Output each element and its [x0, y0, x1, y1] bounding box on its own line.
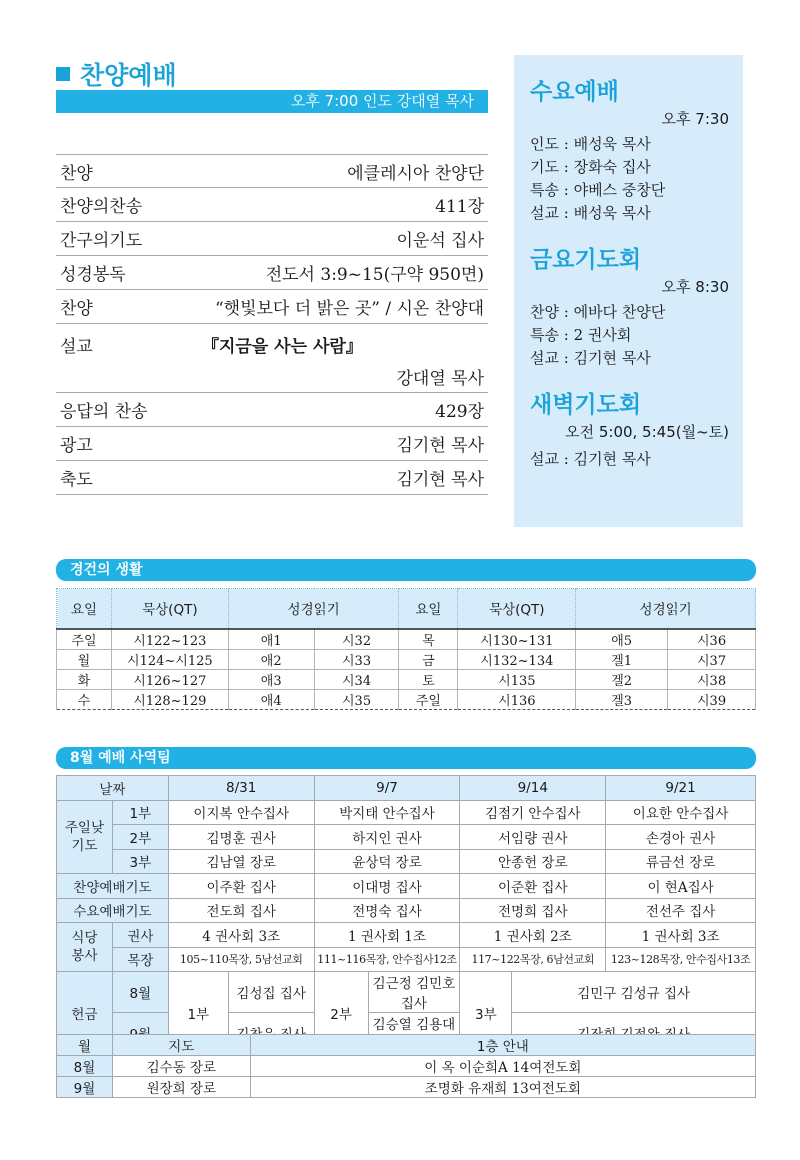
- name-cell: 117~122목장, 6남선교회: [460, 947, 606, 972]
- name-cell: 1 권사회 2조: [460, 923, 606, 948]
- table-row: [57, 669, 756, 689]
- wed-line-key: 기도: [530, 158, 559, 176]
- wed-prayer-label: 수요예배기도: [57, 898, 169, 923]
- header-reading: 성경읽기: [228, 589, 399, 629]
- qt-cell: 시132~134: [458, 649, 576, 669]
- reading-cell: 애5: [576, 629, 668, 650]
- order-item-label: 성경봉독: [60, 265, 126, 285]
- order-item-value: 김기현 목사: [396, 436, 484, 456]
- table-row: [57, 689, 756, 709]
- part-label: 2부: [112, 825, 168, 850]
- devotional-table: [56, 588, 756, 710]
- order-item-label: 광고: [60, 436, 93, 456]
- reading-cell: 겔1: [576, 649, 668, 669]
- name-cell: 류금선 장로: [606, 849, 756, 874]
- order-item-value: 에클레시아 찬양단: [347, 163, 484, 184]
- table-row: [57, 649, 756, 669]
- mokjang-label: 목장: [112, 947, 168, 972]
- wed-line-value: : 배성욱 목사: [558, 135, 651, 153]
- qt-cell: 시135: [458, 669, 576, 689]
- table-row: [57, 1077, 756, 1098]
- table-row: [57, 629, 756, 650]
- name-cell: 윤상덕 장로: [314, 849, 460, 874]
- dawn-line-key: 설교: [530, 450, 559, 468]
- name-cell: 이준환 집사: [460, 874, 606, 899]
- reading-cell: 애2: [228, 649, 314, 669]
- name-cell: 4 권사회 3조: [168, 923, 314, 948]
- table-row: [57, 849, 756, 874]
- name-cell: 박지태 안수집사: [314, 800, 460, 825]
- name-cell: 이 현A집사: [606, 874, 756, 899]
- reading-cell: 겔2: [576, 669, 668, 689]
- name-cell: 김남열 장로: [168, 849, 314, 874]
- kwonsa-label: 권사: [112, 923, 168, 948]
- reading-cell: 시38: [668, 669, 756, 689]
- order-row: [56, 393, 488, 427]
- name-cell: 1 권사회 1조: [314, 923, 460, 948]
- name-cell: 이지복 안수집사: [168, 800, 314, 825]
- name-cell: 안종헌 장로: [460, 849, 606, 874]
- sermon-row: [56, 324, 488, 393]
- table-row: [57, 874, 756, 899]
- order-item-value: 전도서 3:9~15(구약 950면): [265, 265, 484, 285]
- name-cell: 이대명 집사: [314, 874, 460, 899]
- fri-line: [530, 347, 729, 370]
- order-row: [56, 188, 488, 222]
- wed-line: [530, 133, 729, 156]
- sunday-prayer-label: 주일낮 기도: [57, 800, 113, 874]
- fri-line-key: 특송: [530, 326, 559, 344]
- header-guide: 지도: [112, 1035, 250, 1056]
- wed-service-title: 수요예배: [530, 79, 619, 105]
- reading-cell: 시33: [314, 649, 399, 669]
- name-cell: 서임량 권사: [460, 825, 606, 850]
- order-item-label: 찬양: [60, 299, 93, 319]
- date-cell: 9/21: [606, 776, 756, 801]
- reading-cell: 시32: [314, 629, 399, 650]
- date-cell: 8/31: [168, 776, 314, 801]
- month-label: 8월: [112, 972, 168, 1013]
- table-row: [57, 898, 756, 923]
- header-day: 요일: [57, 589, 112, 629]
- reading-cell: 애1: [228, 629, 314, 650]
- fri-line-value: : 김기현 목사: [558, 349, 651, 367]
- fri-line: [530, 324, 729, 347]
- name-cell: 김점기 안수집사: [460, 800, 606, 825]
- wed-line: [530, 202, 729, 225]
- part-label: 1부: [112, 800, 168, 825]
- wed-line-key: 인도: [530, 135, 559, 153]
- order-item-value: 김기현 목사: [396, 470, 484, 490]
- ministry-team-table: [56, 775, 756, 1054]
- name-cell: 이주환 집사: [168, 874, 314, 899]
- part-cell: 3부: [460, 972, 512, 1054]
- name-cell: 전선주 집사: [606, 898, 756, 923]
- header-qt: 묵상(QT): [111, 589, 228, 629]
- day-cell: 화: [57, 669, 112, 689]
- table-row: [57, 800, 756, 825]
- name-cell: 1 권사회 3조: [606, 923, 756, 948]
- guide-cell: 원장희 장로: [112, 1077, 250, 1098]
- order-item-value: 429장: [435, 402, 484, 422]
- header-month: 월: [57, 1035, 113, 1056]
- day-cell: 월: [57, 649, 112, 669]
- fri-service-time: 오후 8:30: [661, 278, 729, 296]
- qt-cell: 시128~129: [111, 689, 228, 709]
- cafeteria-label: 식당 봉사: [57, 923, 113, 972]
- name-cell: 전명희 집사: [460, 898, 606, 923]
- fri-service-title: 금요기도회: [530, 247, 642, 273]
- order-row: [56, 256, 488, 290]
- reading-cell: 애4: [228, 689, 314, 709]
- order-row: [56, 427, 488, 461]
- name-cell: 김근정 김민호 집사: [368, 972, 460, 1013]
- name-cell: 111~116목장, 안수집사12조: [314, 947, 460, 972]
- date-cell: 9/7: [314, 776, 460, 801]
- order-item-label: 찬양: [60, 163, 93, 184]
- wed-line-value: : 배성욱 목사: [558, 204, 651, 222]
- name-cell: 손경아 권사: [606, 825, 756, 850]
- order-row: [56, 222, 488, 256]
- name-cell: 김성집 집사: [228, 972, 314, 1013]
- order-item-value: “햇빛보다 더 밝은 곳” / 시온 찬양대: [214, 299, 484, 319]
- dawn-service-time: 오전 5:00, 5:45(월~토): [565, 423, 729, 441]
- date-cell: 9/14: [460, 776, 606, 801]
- table-row: [57, 923, 756, 948]
- order-row: [56, 154, 488, 188]
- order-item-label: 간구의기도: [60, 231, 143, 251]
- reading-cell: 겔3: [576, 689, 668, 709]
- worship-order: [56, 154, 488, 495]
- qt-cell: 시122~123: [111, 629, 228, 650]
- name-cell: 김명훈 권사: [168, 825, 314, 850]
- praise-prayer-label: 찬양예배기도: [57, 874, 169, 899]
- name-cell: 123~128목장, 안수집사13조: [606, 947, 756, 972]
- header-qt: 묵상(QT): [458, 589, 576, 629]
- part-cell: 2부: [314, 972, 368, 1054]
- day-cell: 목: [399, 629, 458, 650]
- table-row: [57, 825, 756, 850]
- day-cell: 주일: [399, 689, 458, 709]
- reading-cell: 시34: [314, 669, 399, 689]
- name-cell: 김민구 김성규 집사: [512, 972, 756, 1013]
- day-cell: 토: [399, 669, 458, 689]
- fri-line-key: 찬양: [530, 303, 559, 321]
- reading-cell: 시39: [668, 689, 756, 709]
- reading-cell: 시35: [314, 689, 399, 709]
- guide-cell: 김수동 장로: [112, 1056, 250, 1077]
- life-section-header: 경건의 생활: [56, 559, 756, 581]
- table-row: [57, 1056, 756, 1077]
- date-label: 날짜: [57, 776, 169, 801]
- monthly-guide-table: [56, 1034, 756, 1098]
- wed-line-key: 설교: [530, 204, 559, 222]
- dawn-line-value: : 김기현 목사: [558, 450, 651, 468]
- wed-line: [530, 156, 729, 179]
- order-row: [56, 461, 488, 495]
- sermon-label: 설교: [60, 337, 93, 357]
- qt-cell: 시136: [458, 689, 576, 709]
- table-row: [57, 972, 756, 1013]
- wed-line-key: 특송: [530, 181, 559, 199]
- wed-service-time: 오후 7:30: [661, 110, 729, 128]
- qt-cell: 시130~131: [458, 629, 576, 650]
- order-item-value: 이운석 집사: [396, 231, 484, 251]
- worship-title: [56, 56, 177, 92]
- name-cell: 전명숙 집사: [314, 898, 460, 923]
- name-cell: 김승열 김용대: [368, 1013, 460, 1054]
- offering-label: 헌금: [57, 972, 113, 1054]
- sermon-preacher: 강대열 목사: [396, 369, 484, 389]
- dawn-line: [530, 448, 729, 471]
- qt-cell: 시124~시125: [111, 649, 228, 669]
- part-label: 3부: [112, 849, 168, 874]
- worship-info-band: 오후 7:00 인도 강대열 목사: [56, 90, 488, 113]
- name-cell: 전도희 집사: [168, 898, 314, 923]
- order-item-label: 찬양의찬송: [60, 197, 143, 217]
- fri-line-value: : 에바다 찬양단: [558, 303, 666, 321]
- fri-line: [530, 301, 729, 324]
- service-schedule-box: [514, 55, 743, 527]
- header-reading: 성경읽기: [576, 589, 756, 629]
- table-header-row: [57, 1035, 756, 1056]
- day-cell: 수: [57, 689, 112, 709]
- dawn-service-title: 새벽기도회: [530, 392, 642, 418]
- wed-line-value: : 야베스 중창단: [558, 181, 666, 199]
- duty-section-header: 8월 예배 사역팀: [56, 747, 756, 769]
- reading-cell: 시37: [668, 649, 756, 669]
- name-cell: 하지인 권사: [314, 825, 460, 850]
- order-row: [56, 290, 488, 324]
- worship-title-text: 찬양예배: [80, 61, 177, 90]
- qt-cell: 시126~127: [111, 669, 228, 689]
- wed-line: [530, 179, 729, 202]
- square-bullet-icon: [56, 67, 70, 81]
- name-cell: 105~110목장, 5남선교회: [168, 947, 314, 972]
- month-cell: 9월: [57, 1077, 113, 1098]
- header-floor-guide: 1층 안내: [250, 1035, 755, 1056]
- table-header-row: [57, 589, 756, 629]
- fri-line-key: 설교: [530, 349, 559, 367]
- order-item-label: 축도: [60, 470, 93, 490]
- wed-line-value: : 장화숙 집사: [558, 158, 651, 176]
- day-cell: 금: [399, 649, 458, 669]
- fri-line-value: : 2 권사회: [558, 326, 632, 344]
- sermon-title: 『지금을 사는 사람』: [202, 337, 363, 357]
- part-cell: 1부: [168, 972, 228, 1054]
- table-row: [57, 947, 756, 972]
- reading-cell: 애3: [228, 669, 314, 689]
- floor-guide-cell: 조명화 유재희 13여전도회: [250, 1077, 755, 1098]
- header-day: 요일: [399, 589, 458, 629]
- order-item-value: 411장: [435, 197, 484, 217]
- name-cell: 이요한 안수집사: [606, 800, 756, 825]
- day-cell: 주일: [57, 629, 112, 650]
- month-cell: 8월: [57, 1056, 113, 1077]
- table-header-row: [57, 776, 756, 801]
- floor-guide-cell: 이 옥 이순희A 14여전도회: [250, 1056, 755, 1077]
- reading-cell: 시36: [668, 629, 756, 650]
- order-item-label: 응답의 찬송: [60, 402, 148, 422]
